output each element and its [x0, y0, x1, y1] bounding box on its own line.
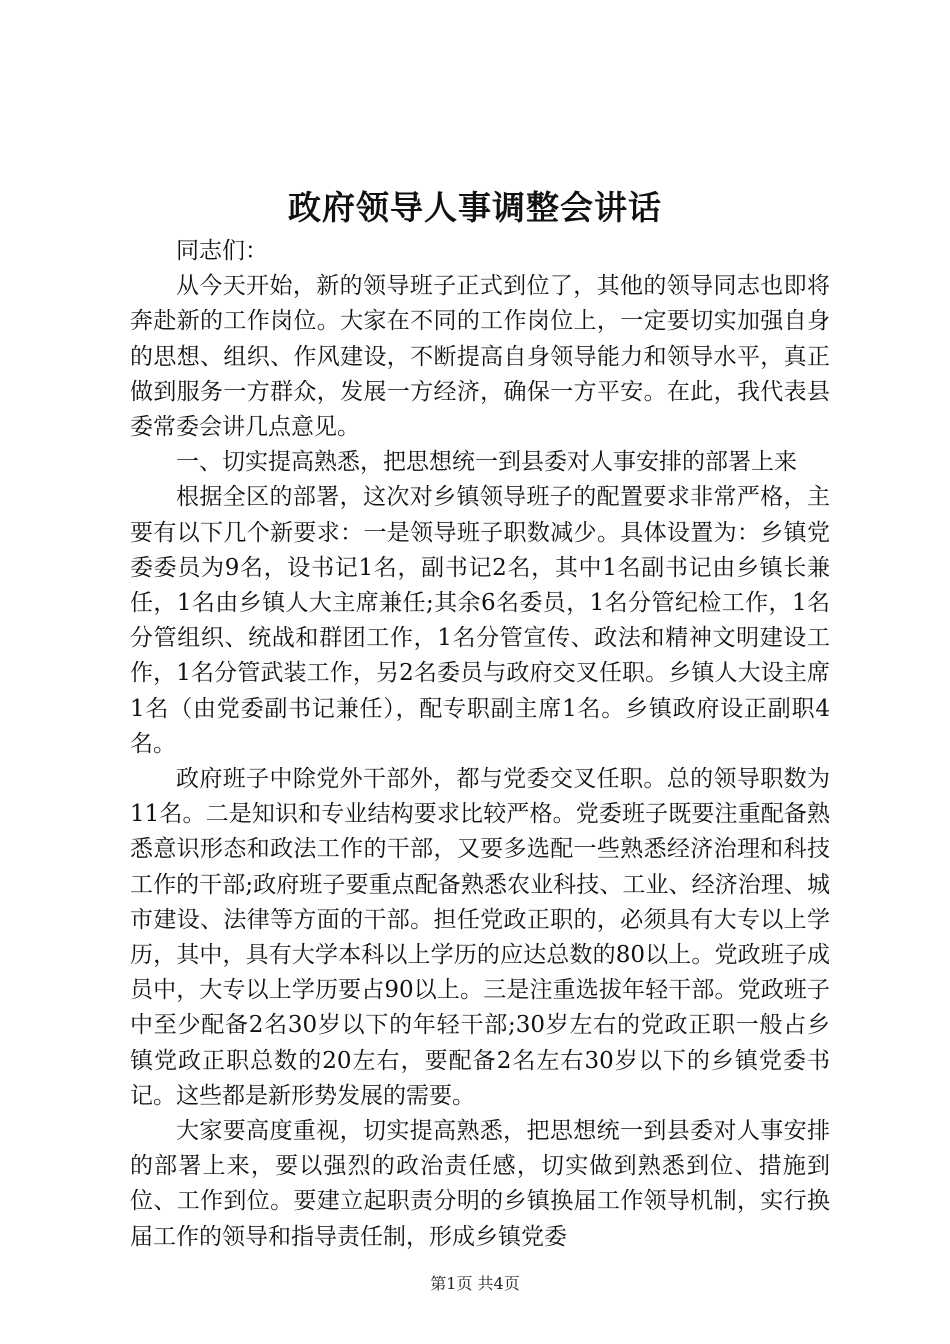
document-title: 政府领导人事调整会讲话	[288, 188, 662, 227]
paragraph-1: 从今天开始，新的领导班子正式到位了，其他的领导同志也即将奔赴新的工作岗位。大家在不同的工作岗位上，一定要切实加强自身的思想、组织、作风建设，不断提高自身领导能力和领导水平，真正做到服务一方群众，发展一方经济，确保一方平安。在此，我代表县委常委会讲几点意见。	[130, 273, 830, 441]
section-heading-1: 一、切实提高熟悉，把思想统一到县委对人事安排的部署上来	[176, 449, 797, 476]
paragraph-3: 政府班子中除党外干部外，都与党委交叉任职。总的领导职数为11名。二是知识和专业结构要求比较严格。党委班子既要注重配备熟悉意识形态和政法工作的干部，又要多选配一些熟悉经济治理和科技工作的干部;政府班子要重点配备熟悉农业科技、工业、经济治理、城市建设、法律等方面的干部。担任党政正职的，必须具有大专以上学历，其中，具有大学本科以上学历的应达总数的80以上。党政班子成员中，大专以上学历要占90以上。三是注重选拔年轻干部。党政班子中至少配备2名30岁以下的年轻干部;30岁左右的党政正职一般占乡镇党政正职总数的20左右，要配备2名左右30岁以下的乡镇党委书记。这些都是新形势发展的需要。	[130, 766, 830, 1109]
paragraph-4: 大家要高度重视，切实提高熟悉，把思想统一到县委对人事安排的部署上来，要以强烈的政治责任感，切实做到熟悉到位、措施到位、工作到位。要建立起职责分明的乡镇换届工作领导机制，实行换届工作的领导和指导责任制，形成乡镇党委	[130, 1118, 830, 1250]
salutation: 同志们：	[176, 238, 268, 264]
document-body	[130, 234, 830, 1255]
paragraph-2: 根据全区的部署，这次对乡镇领导班子的配置要求非常严格，主要有以下几个新要求：一是领导班子职数减少。具体设置为：乡镇党委委员为9名，设书记1名，副书记2名，其中1名副书记由乡镇长兼任，1名由乡镇人大主席兼任;其余6名委员，1名分管纪检工作，1名分管组织、统战和群团工作，1名分管宣传、政法和精神文明建设工作，1名分管武装工作，另2名委员与政府交叉任职。乡镇人大设主席1名（由党委副书记兼任），配专职副主席1名。乡镇政府设正副职4名。	[130, 484, 830, 757]
page-number-footer: 第1页 共4页	[430, 1274, 520, 1293]
